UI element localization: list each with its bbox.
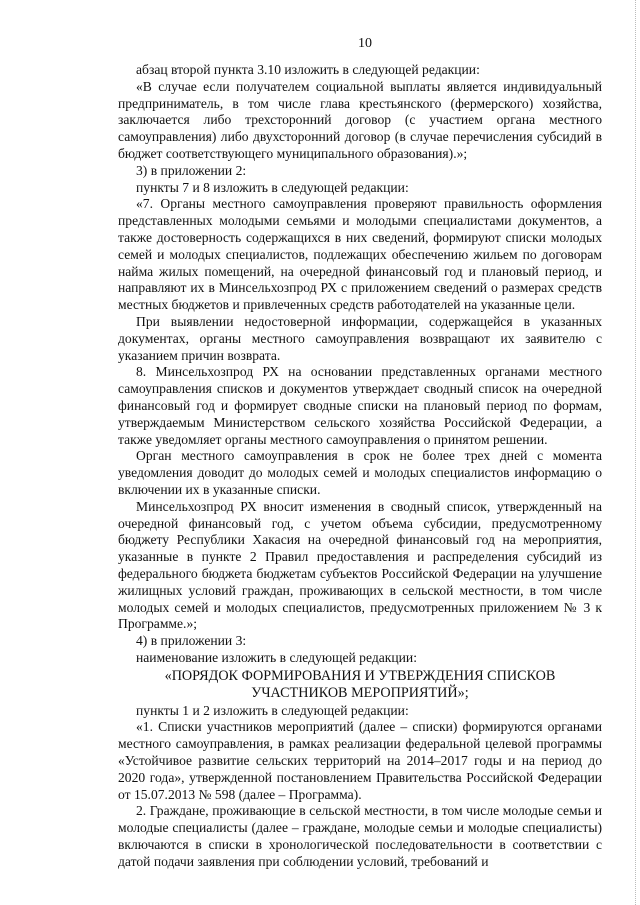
paragraph: пункты 1 и 2 изложить в следующей редакции: [136, 702, 409, 718]
heading-line: «ПОРЯДОК ФОРМИРОВАНИЯ И УТВЕРЖДЕНИЯ СПИСКОВ [164, 667, 556, 684]
paragraph: Орган местного самоуправления в срок не более трех дней с момента уведомления доводит до молодых семей и молодых специалистов информацию о включении их в указанные списки. [118, 448, 602, 497]
paragraph: При выявлении недостоверной информации, содержащейся в указанных документах, органы местного самоуправления возвращают их заявителю с указанием причин возврата. [118, 313, 602, 363]
paragraph: пункты 7 и 8 изложить в следующей редакции: [136, 179, 409, 195]
paragraph: «В случае если получателем социальной выплаты является индивидуальный предприниматель, в том числе глава крестьянского (фермерского) хозяйства, заключается либо трехсторонний договор (с участием органа местного самоуправления) либо двухсторонний договор (в случае перечисления субсидий в бюджет соответствующего муниципального образования).»; [118, 78, 602, 161]
paragraph: наименование изложить в следующей редакции: [136, 649, 417, 665]
paragraph: 2. Граждане, проживающие в сельской местности, в том числе молодые семьи и молодые специалисты (далее – граждане, молодые семьи и молодые специалисты) включаются в списки в хронологической последовательности в соответствии с датой подачи заявления при соблюдении условий, требований и [118, 803, 602, 869]
paragraph: Минсельхозпрод РХ вносит изменения в сводный список, утвержденный на очередной финансовый год, с учетом объема субсидии, предусмотренному бюджету Республики Хакасия на очередной финансовый год на мероприятия, указанные в пункте 2 Правил предоставления и распределения субсидий из федерального бюджета бюджетам субъектов Российской Федерации на улучшение жилищных условий граждан, проживающих в сельской местности, в том числе молодых семей и молодых специалистов, предусмотренных приложением № 3 к Программе.»; [118, 498, 602, 632]
paragraph: абзац второй пункта 3.10 изложить в следующей редакции: [136, 62, 480, 77]
paragraph: 3) в приложении 2: [136, 162, 247, 178]
paragraph: «1. Списки участников мероприятий (далее – списки) формируются органами местного самоуправления, в рамках реализации федеральной целевой программы «Устойчивое развитие сельских территорий на 2014–2017 годы и на период до 2020 года», утвержденной постановлением Правительства Российской Федерации от 15.07.2013 № 598 (далее – Программа). [118, 719, 602, 802]
heading-line: УЧАСТНИКОВ МЕРОПРИЯТИЙ»; [251, 684, 469, 701]
page-number: 10 [358, 36, 372, 51]
section-heading [118, 668, 602, 702]
paragraph: 4) в приложении 3: [136, 633, 247, 649]
scan-edge-line [634, 0, 636, 905]
document-body [118, 62, 602, 871]
paragraph: 8. Минсельхозпрод РХ на основании представленных органами местного самоуправления списков и документов утверждает сводный список на очередной финансовый год и формирует сводные списки на плановый период по формам, утверждаемым Министерством сельского хозяйства Российской Федерации, а также уведомляет органы местного самоуправления о принятом решении. [118, 364, 602, 447]
paragraph: «7. Органы местного самоуправления проверяют правильность оформления представленных молодыми семьями и молодыми специалистами документов, а также достоверность содержащихся в них сведений, формируют списки молодых семей и молодых специалистов, подлежащих обеспечению жильем по договорам найма жилых помещений, на очередной финансовый год и плановый период, и направляют их в Минсельхозпрод РХ с приложением сведений о размерах средств местных бюджетов и привлеченных средств работодателей на указанные цели. [118, 196, 602, 313]
